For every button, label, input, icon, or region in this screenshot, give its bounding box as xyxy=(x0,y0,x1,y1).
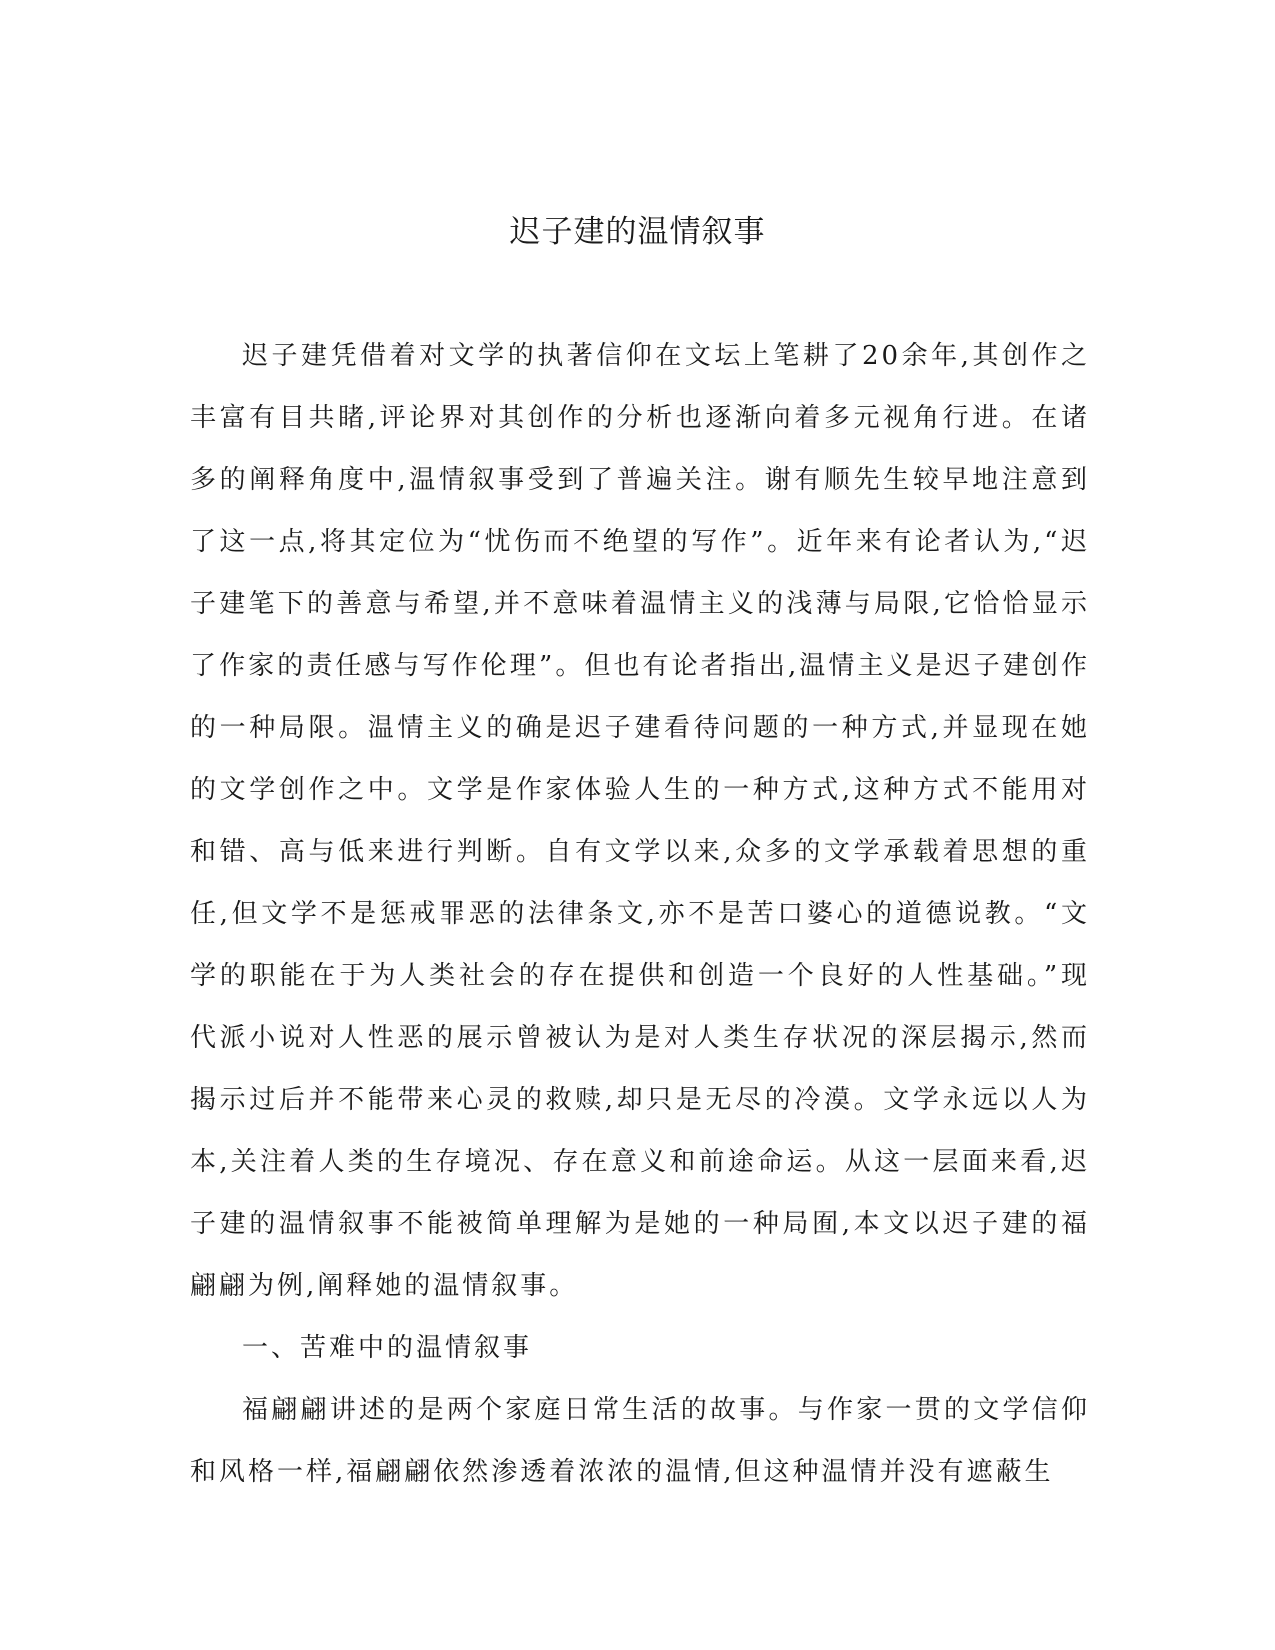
paragraph-intro: 迟子建凭借着对文学的执著信仰在文坛上笔耕了20余年,其创作之丰富有目共睹,评论界对其创作的分析也逐渐向着多元视角行进。在诸多的阐释角度中,温情叙事受到了普遍关注。谢有顺先生较早地注意到了这一点,将其定位为“忧伤而不绝望的写作”。近年来有论者认为,“迟子建笔下的善意与希望,并不意味着温情主义的浅薄与局限,它恰恰显示了作家的责任感与写作伦理”。但也有论者指出,温情主义是迟子建创作的一种局限。温情主义的确是迟子建看待问题的一种方式,并显现在她的文学创作之中。文学是作家体验人生的一种方式,这种方式不能用对和错、高与低来进行判断。自有文学以来,众多的文学承载着思想的重任,但文学不是惩戒罪恶的法律条文,亦不是苦口婆心的道德说教。“文学的职能在于为人类社会的存在提供和创造一个良好的人性基础。”现代派小说对人性恶的展示曾被认为是对人类生存状况的深层揭示,然而揭示过后并不能带来心灵的救赎,却只是无尽的冷漠。文学永远以人为本,关注着人类的生存境况、存在意义和前途命运。从这一层面来看,迟子建的温情叙事不能被简单理解为是她的一种局囿,本文以迟子建的福翩翩为例,阐释她的温情叙事。 xyxy=(190,341,1090,1301)
document-title: 迟子建的温情叙事 xyxy=(509,214,766,250)
paragraph-section-1: 福翩翩讲述的是两个家庭日常生活的故事。与作家一贯的文学信仰和风格一样,福翩翩依然渗透着浓浓的温情,但这种温情并没有遮蔽生 xyxy=(190,1395,1090,1487)
document-body xyxy=(190,325,1090,1503)
section-heading: 一、苦难中的温情叙事 xyxy=(242,1333,533,1363)
